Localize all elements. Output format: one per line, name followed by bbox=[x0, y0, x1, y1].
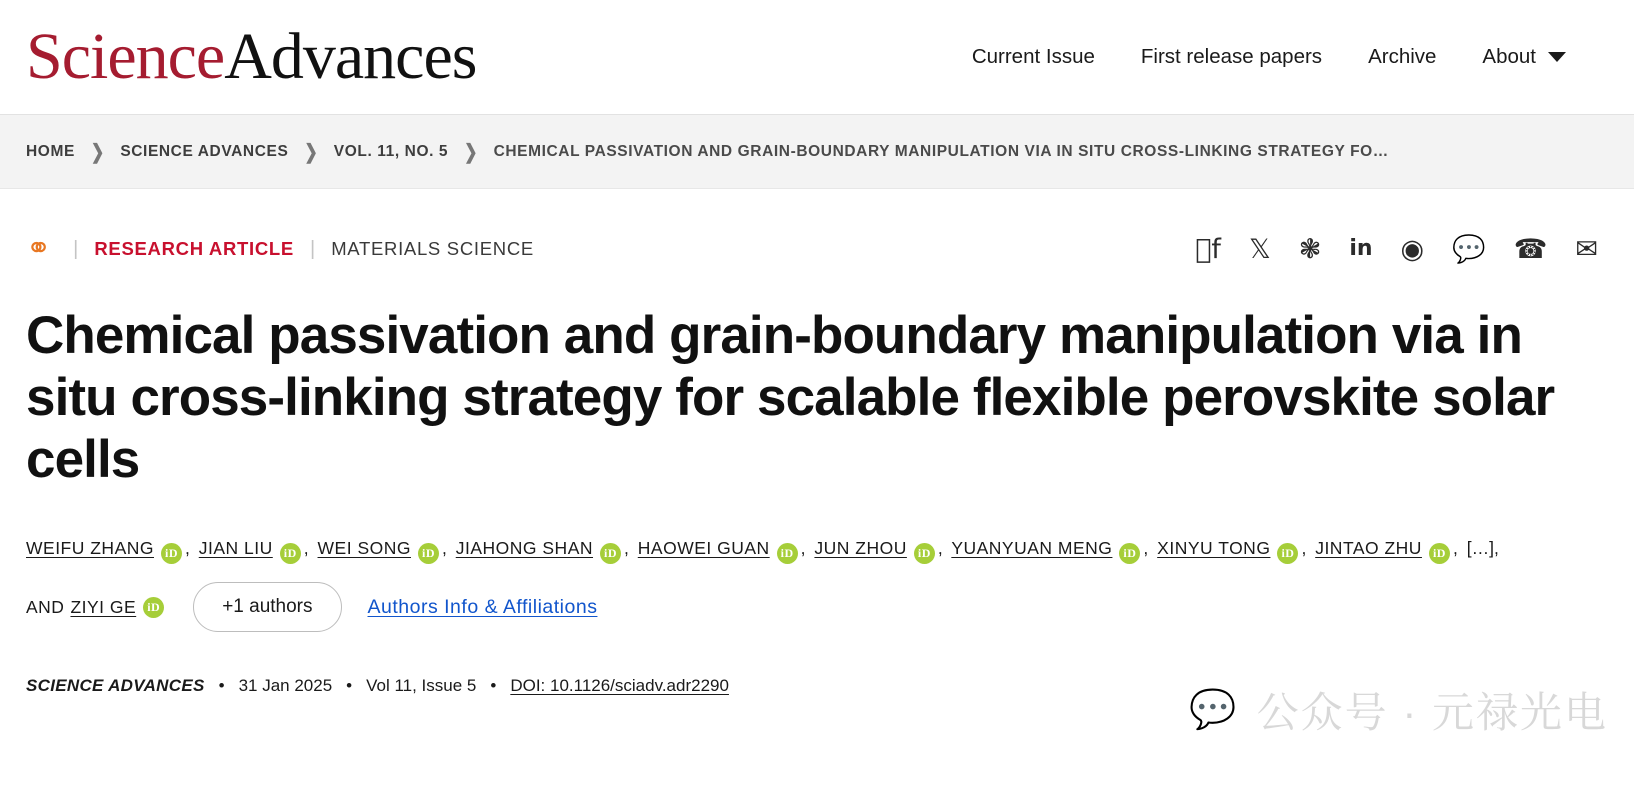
author-link[interactable]: YUANYUAN MENG bbox=[951, 538, 1113, 558]
breadcrumb-separator-icon: ❯ bbox=[464, 141, 478, 163]
bluesky-icon[interactable]: ❃ bbox=[1298, 233, 1322, 265]
author-link[interactable]: WEIFU ZHANG bbox=[26, 538, 154, 558]
authors-info-affiliations-link[interactable]: Authors Info & Affiliations bbox=[367, 595, 598, 618]
orcid-icon[interactable]: iD bbox=[1119, 543, 1140, 564]
author-link[interactable]: WEI SONG bbox=[317, 538, 411, 558]
nav-archive[interactable]: Archive bbox=[1368, 45, 1437, 68]
publication-date: 31 Jan 2025 bbox=[238, 676, 333, 695]
logo-science: Science bbox=[26, 20, 225, 93]
author-link[interactable]: HAOWEI GUAN bbox=[637, 538, 770, 558]
reddit-icon[interactable]: ◉ bbox=[1400, 233, 1425, 265]
author-list: WEIFU ZHANG iD , JIAN LIU iD , WEI SONG iD , JIAHONG SHAN iD , HAOWEI GUAN iD , JUN ZHOU iD , YUANYUAN MENG iD , XINYU TONG iD , JINTAO ZHU iD , […], bbox=[26, 531, 1608, 566]
orcid-icon[interactable]: iD bbox=[777, 543, 798, 564]
author-link[interactable]: JIAHONG SHAN bbox=[455, 538, 594, 558]
author-list-line2 bbox=[26, 582, 1608, 632]
main-nav bbox=[972, 45, 1608, 69]
doi-link[interactable]: DOI: 10.1126/sciadv.adr2290 bbox=[510, 676, 729, 695]
divider: | bbox=[309, 237, 316, 260]
breadcrumb-separator-icon: ❯ bbox=[90, 141, 105, 163]
linkedin-icon[interactable]: in bbox=[1349, 236, 1373, 261]
whatsapp-icon[interactable]: ☎ bbox=[1513, 233, 1548, 265]
volume-issue: Vol 11, Issue 5 bbox=[366, 676, 477, 695]
journal-name: SCIENCE ADVANCES bbox=[26, 676, 205, 695]
page-title: Chemical passivation and grain-boundary manipulation via in situ cross-linking strategy for scalable flexible perovskite solar cells bbox=[26, 306, 1555, 489]
author-link[interactable]: JINTAO ZHU bbox=[1315, 538, 1422, 558]
breadcrumb bbox=[0, 115, 1634, 189]
article-subject-label[interactable]: MATERIALS SCIENCE bbox=[331, 238, 534, 259]
breadcrumb-separator-icon: ❯ bbox=[304, 141, 318, 163]
share-toolbar bbox=[1195, 233, 1608, 265]
x-twitter-icon[interactable]: 𝕏 bbox=[1248, 233, 1271, 265]
watermark-text: 公众号 · 元禄光电 bbox=[1256, 689, 1608, 736]
article-citation-line bbox=[26, 676, 1608, 696]
breadcrumb-item-volume[interactable]: VOL. 11, NO. 5 bbox=[333, 142, 449, 160]
bullet-separator: • bbox=[218, 676, 225, 695]
logo-advances: Advances bbox=[224, 20, 477, 93]
breadcrumb-item-journal[interactable]: SCIENCE ADVANCES bbox=[120, 142, 289, 160]
author-link[interactable]: XINYU TONG bbox=[1157, 538, 1271, 558]
wechat-icon[interactable]: 💬 bbox=[1452, 233, 1486, 265]
authors-and-label: AND bbox=[26, 596, 65, 617]
article-content bbox=[0, 229, 1634, 696]
orcid-icon[interactable]: iD bbox=[143, 597, 164, 618]
orcid-icon[interactable]: iD bbox=[161, 543, 182, 564]
orcid-icon[interactable]: iD bbox=[1277, 543, 1298, 564]
chevron-down-icon bbox=[1548, 52, 1566, 62]
divider: | bbox=[73, 237, 79, 260]
nav-current-issue[interactable]: Current Issue bbox=[971, 45, 1095, 68]
orcid-icon[interactable]: iD bbox=[280, 543, 301, 564]
open-access-icon: ⚭ bbox=[26, 231, 52, 266]
bullet-separator: • bbox=[490, 676, 497, 695]
breadcrumb-item-home[interactable]: HOME bbox=[26, 142, 75, 160]
authors-ellipsis[interactable]: […] bbox=[1466, 538, 1494, 558]
breadcrumb-item-article: CHEMICAL PASSIVATION AND GRAIN-BOUNDARY MANIPULATION VIA IN SITU CROSS-LINKING STRATEGY FO… bbox=[493, 142, 1389, 160]
bullet-separator: • bbox=[346, 676, 353, 695]
more-authors-button[interactable]: +1 authors bbox=[193, 582, 341, 632]
email-icon[interactable]: ✉ bbox=[1575, 233, 1598, 265]
author-link[interactable]: JUN ZHOU bbox=[814, 538, 907, 558]
article-meta-row bbox=[26, 229, 1608, 269]
orcid-icon[interactable]: iD bbox=[1429, 543, 1450, 564]
site-masthead bbox=[0, 0, 1634, 115]
nav-about-label[interactable]: About bbox=[1482, 45, 1536, 68]
orcid-icon[interactable]: iD bbox=[914, 543, 935, 564]
site-logo[interactable] bbox=[26, 19, 476, 95]
orcid-icon[interactable]: iD bbox=[418, 543, 439, 564]
facebook-icon[interactable]: f bbox=[1211, 233, 1221, 265]
nav-first-release-papers[interactable]: First release papers bbox=[1140, 45, 1323, 68]
orcid-icon[interactable]: iD bbox=[600, 543, 621, 564]
author-link[interactable]: JIAN LIU bbox=[198, 538, 273, 558]
nav-about[interactable] bbox=[1482, 45, 1566, 69]
article-type-label[interactable]: RESEARCH ARTICLE bbox=[94, 238, 294, 259]
wechat-logo-icon: 💬 bbox=[1189, 689, 1239, 731]
author-link[interactable]: ZIYI GE bbox=[70, 596, 137, 617]
